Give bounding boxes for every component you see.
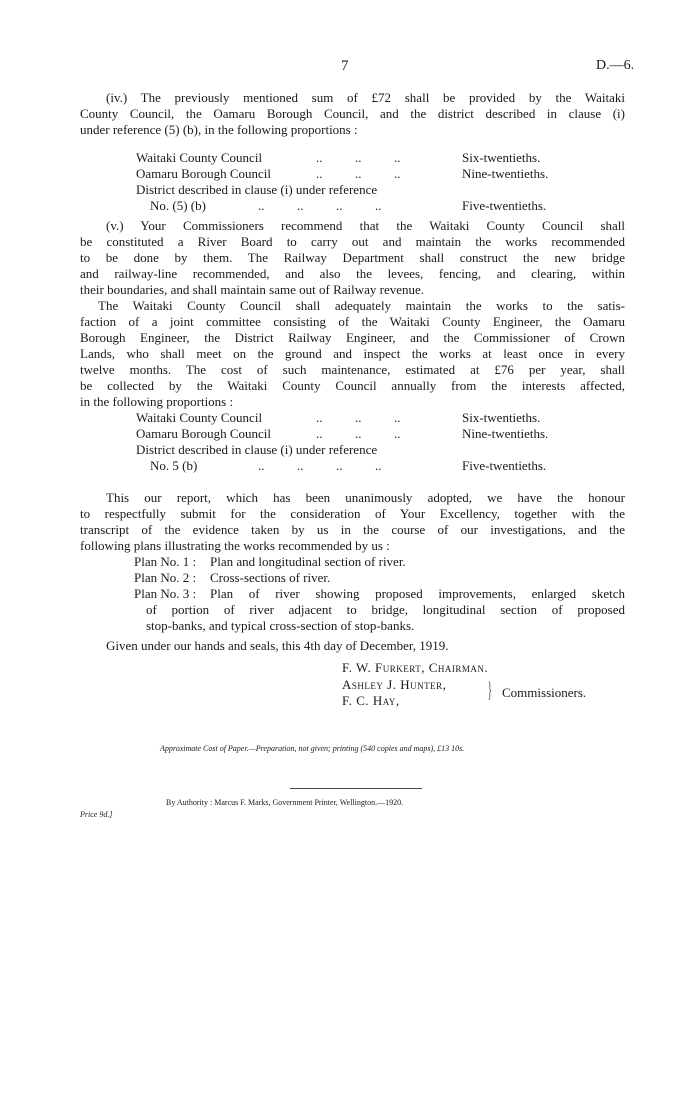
paragraph-v [80, 218, 625, 298]
given-date-line: Given under our hands and seals, this 4th day of December, 1919. [106, 638, 449, 653]
table-row-name: District described in clause (i) under reference [136, 442, 378, 457]
plan-description [210, 586, 625, 602]
price: Price 9d.] [80, 810, 113, 819]
table-row-name: No. 5 (b) [150, 458, 198, 473]
table-row-share: Five-twentieths. [462, 198, 547, 213]
table-row-dots: .. .. .. [316, 166, 401, 181]
plan-description: Plan and longitudinal section of river. [210, 554, 406, 569]
paragraph-line: Borough Engineer, the District Railway Engineer, and the Commissioner of Crown [80, 330, 625, 345]
paragraph-line: to respectfully submit for the consideration of Your Excellency, together with the [80, 506, 625, 521]
proportions-table-2 [0, 410, 700, 474]
table-row-dots: .. .. .. [316, 150, 401, 165]
table-row-share: Nine-twentieths. [462, 426, 549, 441]
paragraph-line: their boundaries, and shall maintain same out of Railway revenue. [80, 282, 425, 297]
table-row-name: Waitaki County Council [136, 410, 263, 425]
plan-label: Plan No. 2 : [134, 570, 197, 585]
paragraph-iv [80, 90, 625, 138]
cost-note: Approximate Cost of Paper.—Preparation, not given; printing (540 copies and maps), £13 10s. [160, 744, 465, 753]
signature-hay: F. C. Hay, [342, 693, 400, 708]
plan-description [146, 602, 625, 618]
paragraph-line: be collected by the Waitaki County Council annually from the interests affected, [80, 378, 625, 393]
table-row-share: Nine-twentieths. [462, 166, 549, 181]
plan-description-line: stop-banks, and typical cross-section of stop-banks. [146, 618, 415, 633]
table-row-share: Six-twentieths. [462, 410, 541, 425]
printer-line: By Authority : Marcus F. Marks, Government Printer, Wellington.—1920. [166, 798, 404, 807]
paragraph-line: under reference (5) (b), in the following proportions : [80, 122, 358, 137]
paragraph-maintenance [80, 298, 625, 410]
signature-hunter: Ashley J. Hunter, [342, 677, 447, 692]
plan-description: Cross-sections of river. [210, 570, 331, 585]
paragraph-line: following plans illustrating the works recommended by us : [80, 538, 390, 553]
table-row-name: District described in clause (i) under reference [136, 182, 378, 197]
table-row-dots: .. .. .. [316, 426, 401, 441]
table-row-name: Oamaru Borough Council [136, 166, 272, 181]
plans-list [0, 554, 700, 644]
plan-description-line: of portion of river adjacent to bridge, longitudinal section of proposed [146, 602, 625, 617]
table-row-name: Oamaru Borough Council [136, 426, 272, 441]
paragraph-line: County Council, the Oamaru Borough Council, and the district described in clause (i) [80, 106, 625, 121]
document-reference: D.—6. [596, 58, 635, 73]
page-number: 7 [341, 58, 349, 74]
paragraph-line: to be done by them. The Railway Department shall construct the new bridge [80, 250, 625, 265]
paragraph-line: be constituted a River Board to carry out and maintain the works recommended [80, 234, 625, 249]
paragraph-line: faction of a joint committee consisting of the Waitaki County Engineer, the Oamaru [80, 314, 625, 329]
paragraph-line: (iv.) The previously mentioned sum of £72 shall be provided by the Waitaki [106, 90, 625, 105]
table-row-dots: .. .. .. .. [258, 198, 382, 213]
paragraph-line: (v.) Your Commissioners recommend that the Waitaki County Council shall [106, 218, 625, 233]
table-row-dots: .. .. .. .. [258, 458, 382, 473]
table-row-share: Six-twentieths. [462, 150, 541, 165]
plan-label: Plan No. 3 : [134, 586, 197, 601]
table-row-dots: .. .. .. [316, 410, 401, 425]
brace: } [488, 677, 492, 702]
signature-chairman: F. W. Furkert, Chairman. [342, 660, 489, 675]
paragraph-line: in the following proportions : [80, 394, 234, 409]
paragraph-report [80, 490, 625, 554]
paragraph-line: transcript of the evidence taken by us in the course of our investigations, and the [80, 522, 625, 537]
paragraph-line: The Waitaki County Council shall adequately maintain the works to the satis- [98, 298, 625, 313]
table-row-share: Five-twentieths. [462, 458, 547, 473]
paragraph-line: This our report, which has been unanimously adopted, we have the honour [106, 490, 625, 505]
table-row-name: No. (5) (b) [150, 198, 206, 213]
proportions-table-1 [0, 150, 700, 214]
paragraph-line: and railway-line recommended, and also the levees, fencing, and clearing, within [80, 266, 625, 281]
signature-role: Commissioners. [502, 685, 587, 700]
table-row-name: Waitaki County Council [136, 150, 263, 165]
divider [290, 788, 422, 789]
paragraph-line: Lands, who shall meet on the ground and inspect the works at least once in every [80, 346, 625, 361]
plan-description-line: Plan of river showing proposed improvements, enlarged sketch [210, 586, 625, 601]
signature-block [340, 660, 640, 716]
plan-label: Plan No. 1 : [134, 554, 197, 569]
paragraph-line: twelve months. The cost of such maintenance, estimated at £76 per year, shall [80, 362, 625, 377]
